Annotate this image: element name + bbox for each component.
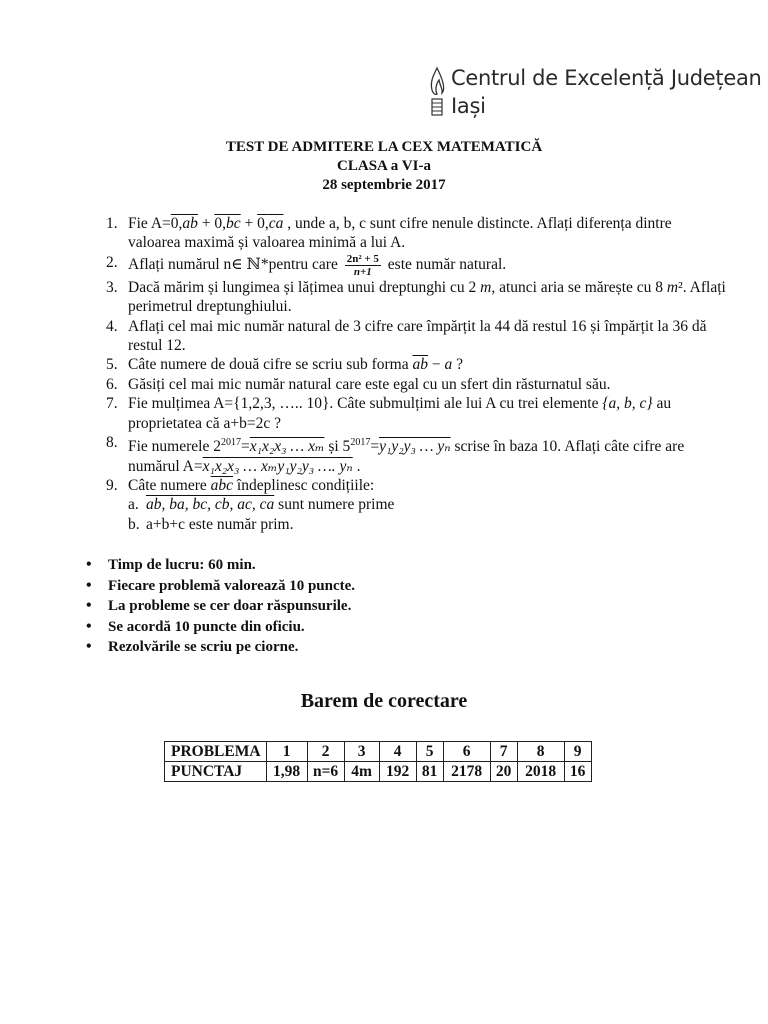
- table-cell: 1,98: [266, 762, 307, 782]
- rule-item: • Se acordă 10 puncte din oficiu.: [86, 617, 355, 638]
- overline-term: [257, 215, 283, 232]
- class-label: CLASA a VI-a: [337, 158, 431, 174]
- logo: [425, 62, 762, 122]
- text: m: [666, 278, 679, 296]
- text: și 5: [324, 438, 351, 456]
- text: , unde a, b, c sunt cifre nenule distincte. Aflați diferența dintre valoarea maximă și valoarea minimă a lui A.: [128, 215, 672, 252]
- table-cell: 5: [416, 742, 443, 762]
- table-cell: 9: [564, 742, 591, 762]
- text: , atunci aria se mărește cu 8: [491, 278, 667, 296]
- text: ab: [182, 215, 198, 232]
- table-row: [165, 742, 592, 762]
- text: sunt numere prime: [274, 496, 395, 514]
- text: Găsiți cel mai mic număr natural care este egal cu un sfert din răsturnatul său.: [128, 375, 611, 393]
- table-row: [165, 762, 592, 782]
- table-cell: 20: [490, 762, 517, 782]
- overline-term: x₁x₂x₃ … xₘ: [249, 438, 325, 456]
- problem-3: [106, 278, 726, 317]
- text: ². Aflați perimetrul dreptunghiului.: [128, 278, 726, 316]
- row-header: PROBLEMA: [165, 742, 267, 762]
- problem-number: 6.: [106, 375, 118, 393]
- problem-2: [106, 253, 726, 278]
- logo-line-2: Iași: [451, 94, 486, 118]
- problem-9: [106, 476, 726, 534]
- condition-list: [128, 495, 726, 534]
- text: 0,: [170, 215, 183, 232]
- problem-4: [106, 317, 726, 356]
- problem-list: [106, 214, 726, 534]
- barem-table: [164, 741, 592, 782]
- table-cell: 4: [379, 742, 416, 762]
- overline-term: [171, 215, 198, 232]
- text: −: [428, 356, 445, 374]
- text: ca: [268, 215, 284, 232]
- overline-term: ab, ba, bc, cb, ac, ca: [146, 496, 275, 514]
- overline-term: x₁x₂x₃ … xₘy₁y₂y₃ …. yₙ: [202, 457, 353, 475]
- condition-letter: b.: [128, 515, 140, 533]
- text: 0,: [257, 215, 269, 232]
- exponent: 2017: [220, 437, 241, 449]
- text: este număr natural.: [387, 255, 507, 273]
- exponent: 2017: [350, 437, 371, 449]
- table-cell: 192: [379, 762, 416, 782]
- text: Aflați numărul n∈ ℕ*pentru care: [128, 255, 338, 273]
- table-cell: 4m: [344, 762, 379, 782]
- rules-list: [86, 555, 355, 658]
- table-cell: 81: [416, 762, 443, 782]
- rule-item: • Rezolvările se scriu pe ciorne.: [86, 637, 355, 658]
- overline-term: $\overline{ab}$: [412, 356, 428, 374]
- fraction: [345, 253, 381, 278]
- text: m: [480, 278, 492, 296]
- problem-number: 4.: [106, 317, 118, 335]
- problem-number: 8.: [106, 434, 118, 452]
- problem-5: [106, 355, 726, 374]
- problem-number: 3.: [106, 278, 118, 296]
- text: =: [370, 438, 380, 456]
- text: Aflați cel mai mic număr natural de 3 cifre care împărțit la 44 dă restul 16 și împărțit la 36 dă restul 12.: [128, 317, 707, 355]
- problem-8: [106, 433, 726, 476]
- table-cell: 8: [517, 742, 564, 762]
- overline-term: $\overline{abc}$: [210, 477, 234, 495]
- text: =: [240, 438, 250, 456]
- table-cell: 3: [344, 742, 379, 762]
- problem-number: 1.: [106, 215, 118, 232]
- text: +: [197, 215, 215, 232]
- rule-item: • La probleme se cer doar răspunsurile.: [86, 596, 355, 617]
- text: bc: [226, 215, 241, 232]
- text: Câte numere de două cifre se scriu sub forma: [128, 356, 413, 374]
- text: îndeplinesc condițiile:: [233, 477, 375, 495]
- overline-term: y₁y₂y₃ … yₙ: [379, 438, 451, 456]
- fraction-denominator: n+1: [353, 265, 372, 278]
- table-cell: 1: [266, 742, 307, 762]
- flame-icon: [427, 66, 447, 118]
- problem-number: 9.: [106, 477, 118, 495]
- text: Dacă mărim și lungimea și lățimea unui dreptunghi cu 2: [128, 278, 481, 296]
- test-title: TEST DE ADMITERE LA CEX MATEMATICĂ: [225, 139, 543, 155]
- problem-number: 7.: [106, 395, 118, 413]
- text: Fie numerele 2: [128, 438, 221, 456]
- text: au proprietatea că a+b=2c ?: [128, 395, 672, 432]
- condition-letter: a.: [128, 496, 139, 514]
- condition-a: [128, 495, 726, 514]
- table-cell: n=6: [307, 762, 344, 782]
- text: scrise în baza 10. Aflați câte cifre are numărul A=: [128, 438, 685, 475]
- overline-term: [214, 215, 240, 232]
- text: Câte numere: [128, 477, 211, 495]
- problem-number: 5.: [106, 356, 118, 374]
- test-date: 28 septembrie 2017: [322, 177, 446, 193]
- barem-title: Barem de corectare: [300, 690, 468, 712]
- problem-number: 2.: [106, 253, 118, 271]
- text: +: [240, 215, 258, 232]
- table-cell: 2018: [517, 762, 564, 782]
- text: a: [444, 356, 453, 374]
- condition-b: [128, 515, 726, 534]
- table-cell: 16: [564, 762, 591, 782]
- problem-6: [106, 375, 726, 394]
- text: a+b+c este număr prim.: [146, 515, 294, 533]
- logo-line-1: Centrul de Excelență Județean: [451, 66, 762, 90]
- table-cell: 7: [490, 742, 517, 762]
- text: Fie mulțimea A={1,2,3, ….. 10}. Câte submulțimi ale lui A cu trei elemente: [128, 395, 603, 413]
- problem-7: [106, 394, 726, 433]
- fraction-numerator: 2n² + 5: [346, 252, 379, 265]
- rule-item: • Fiecare problemă valorează 10 puncte.: [86, 576, 355, 597]
- text: ?: [452, 356, 464, 374]
- row-header: PUNCTAJ: [165, 762, 267, 782]
- table-cell: 6: [443, 742, 490, 762]
- rule-item: • Timp de lucru: 60 min.: [86, 555, 355, 576]
- document-header: [0, 138, 768, 195]
- text: {a, b, c}: [602, 395, 653, 413]
- problem-1: [106, 214, 726, 253]
- table-cell: 2178: [443, 762, 490, 782]
- text: Fie A=: [128, 215, 171, 232]
- table-cell: 2: [307, 742, 344, 762]
- text: .: [352, 457, 361, 475]
- text: 0,: [214, 215, 227, 232]
